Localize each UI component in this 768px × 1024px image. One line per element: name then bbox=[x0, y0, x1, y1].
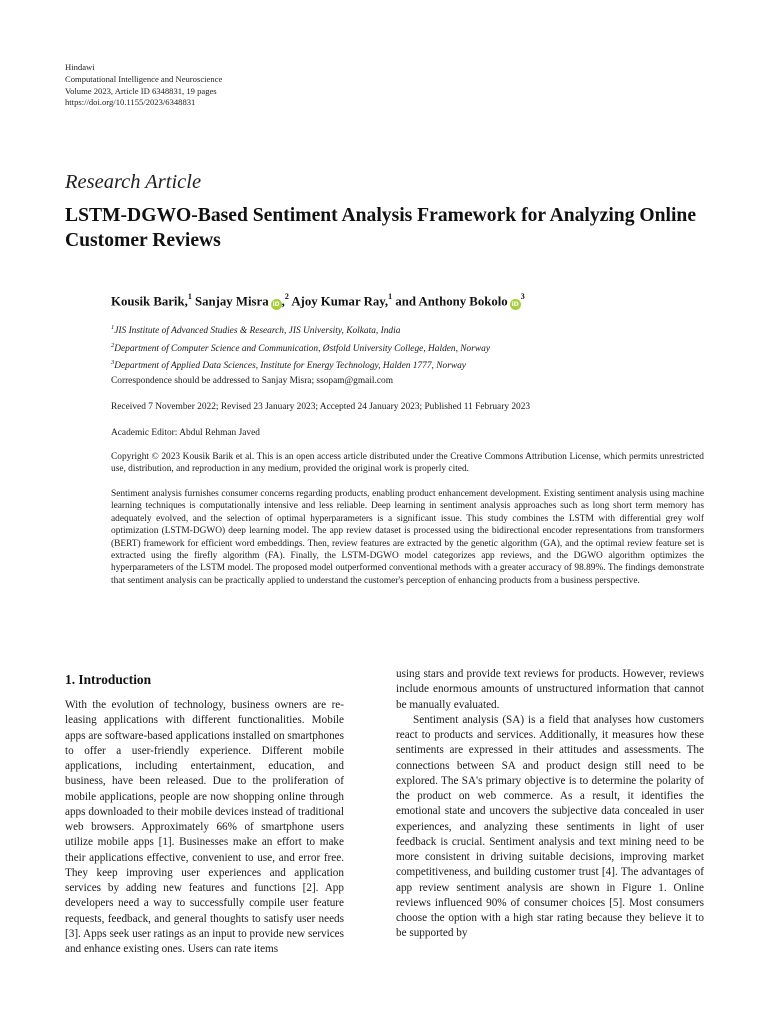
section-heading: 1. Introduction bbox=[65, 672, 152, 687]
orcid-icon[interactable]: iD bbox=[272, 301, 280, 309]
orcid-icon[interactable]: iD bbox=[511, 301, 519, 309]
affiliation-text: Department of Applied Data Sciences, Institute for Energy Technology, Halden 1777, Norway bbox=[114, 361, 466, 372]
article-title: LSTM-DGWO-Based Sentiment Analysis Framework for Analyzing Online Customer Reviews bbox=[65, 205, 697, 251]
left-column bbox=[65, 698, 344, 957]
right-column bbox=[396, 667, 704, 942]
volume-info: Volume 2023, Article ID 6348831, 19 pages bbox=[65, 85, 217, 96]
author-name: Ajoy Kumar Ray, bbox=[291, 294, 389, 309]
publisher: Hindawi bbox=[65, 62, 95, 72]
body-paragraph: Sentiment analysis (SA) is a field that analyses how customers react to products and services. Additionally, it measures how these sentiments are expressed in their attitudes and assessments. The connections between SA and product design still need to be explored. The SA's primary objective is to determine the polarity of the product on web commerce. As a result, it identifies the emotional state and uncovers the subjective data concealed in user experiences, and analyzing these sentiments in light of user feedback is crucial. Sentiment analysis and text mining need to be more consistent in driving suitable decisions, improving market competitiveness, and building customer trust [4]. The advantages of app review sentiment analysis are shown in Figure 1. Online reviews influenced 90% of consumer choices [5]. Most consumers choose the option with a high star rating because they believe it to be supported by bbox=[396, 713, 704, 940]
author-name: and Anthony Bokolo bbox=[395, 294, 508, 309]
author-name: Kousik Barik, bbox=[111, 294, 188, 309]
doi-link[interactable]: https://doi.org/10.1155/2023/6348831 bbox=[65, 97, 196, 108]
copyright-notice: Copyright © 2023 Kousik Barik et al. This is an open access article distributed under the Creative Commons Attribution License, which permits unrestricted use, distribution, and reproduction in any medium, provided the original work is properly cited. bbox=[111, 452, 704, 475]
affiliation-text: JIS Institute of Advanced Studies & Research, JIS University, Kolkata, India bbox=[114, 326, 401, 337]
affiliation bbox=[111, 339, 490, 357]
body-paragraph: using stars and provide text reviews for products. However, reviews include enormous amounts of unstructured information that cannot be manually evaluated. bbox=[396, 668, 704, 711]
correspondence: Correspondence should be addressed to Sanjay Misra; ssopam@gmail.com bbox=[111, 376, 394, 386]
abstract: Sentiment analysis furnishes consumer concerns regarding products, enabling product enhancement development. Existing sentiment analysis using machine learning techniques is computationally intensive and less reliable. Deep learning in sentiment analysis approaches such as long short term memory has adequately evolved, and the selection of optimal hyperparameters is a significant issue. This study combines the LSTM with differential grey wolf optimization (LSTM-DGWO) deep learning model. The app review dataset is processed using the bidirectional encoder representations from transformers (BERT) framework for efficient word embeddings. Then, review features are extracted by the genetic algorithm (GA), and the optimal review feature set is extracted using the firefly algorithm (FA). Finally, the LSTM-DGWO model categorizes app reviews, and the DGWO algorithm optimizes the hyperparameters of the LSTM model. The proposed model outperformed conventional methods with a greater accuracy of 98.89%. The findings demonstrate that sentiment analysis can be practically applied to understand the customer's perception of enhancing products from a business perspective. bbox=[111, 489, 704, 586]
author-name: Sanjay Misra bbox=[195, 294, 269, 309]
author-affil-num: 1 bbox=[187, 292, 192, 301]
affiliation bbox=[111, 321, 490, 339]
author-affil-num: 2 bbox=[284, 292, 289, 301]
affiliation-num: 1 bbox=[111, 324, 115, 331]
affiliation-num: 2 bbox=[111, 341, 115, 349]
author-affil-num: 1 bbox=[388, 292, 393, 301]
publication-dates: Received 7 November 2022; Revised 23 January 2023; Accepted 24 January 2023; Published 11 February 2023 bbox=[111, 402, 531, 412]
body-paragraph: With the evolution of technology, business owners are releasing applications with different functionalities. Mobile apps are software-based applications installed on smartphones to offer a user-friendly experience. Different mobile applications, including entertainment, education, and business, have been released. Due to the proliferation of mobile applications, people are now shopping online through apps downloaded to their mobile devices instead of traditional web browsers. Approximately 66% of smartphone users utilize mobile apps [1]. Businesses make an effort to make their applications effective, convenient to use, and error free. They keep improving user experiences and application services by adding new features and functions [2]. App developers need a way to successfully compile user feature requests, feedback, and general thoughts to satisfy user needs [3]. Apps seek user ratings as an input to provide new services and enhance existing ones. Users can rate items bbox=[65, 699, 344, 955]
article-type: Research Article bbox=[65, 171, 202, 193]
journal-header bbox=[65, 62, 222, 109]
affiliation-text: Department of Computer Science and Communication, Østfold University College, Halden, Norway bbox=[114, 343, 490, 354]
author-list: Kousik Barik,$^1$ Sanjay Misra iD ,$^2$ Ajoy Kumar Ray,$^1$ and Anthony Bokolo $iD^3$ bbox=[111, 292, 525, 309]
affiliation bbox=[111, 356, 490, 374]
affiliations bbox=[111, 321, 490, 374]
journal-name: Computational Intelligence and Neuroscience bbox=[65, 73, 223, 84]
academic-editor: Academic Editor: Abdul Rehman Javed bbox=[111, 428, 260, 438]
author-affil-num: 3 bbox=[520, 292, 525, 301]
affiliation-num: 3 bbox=[111, 359, 115, 367]
